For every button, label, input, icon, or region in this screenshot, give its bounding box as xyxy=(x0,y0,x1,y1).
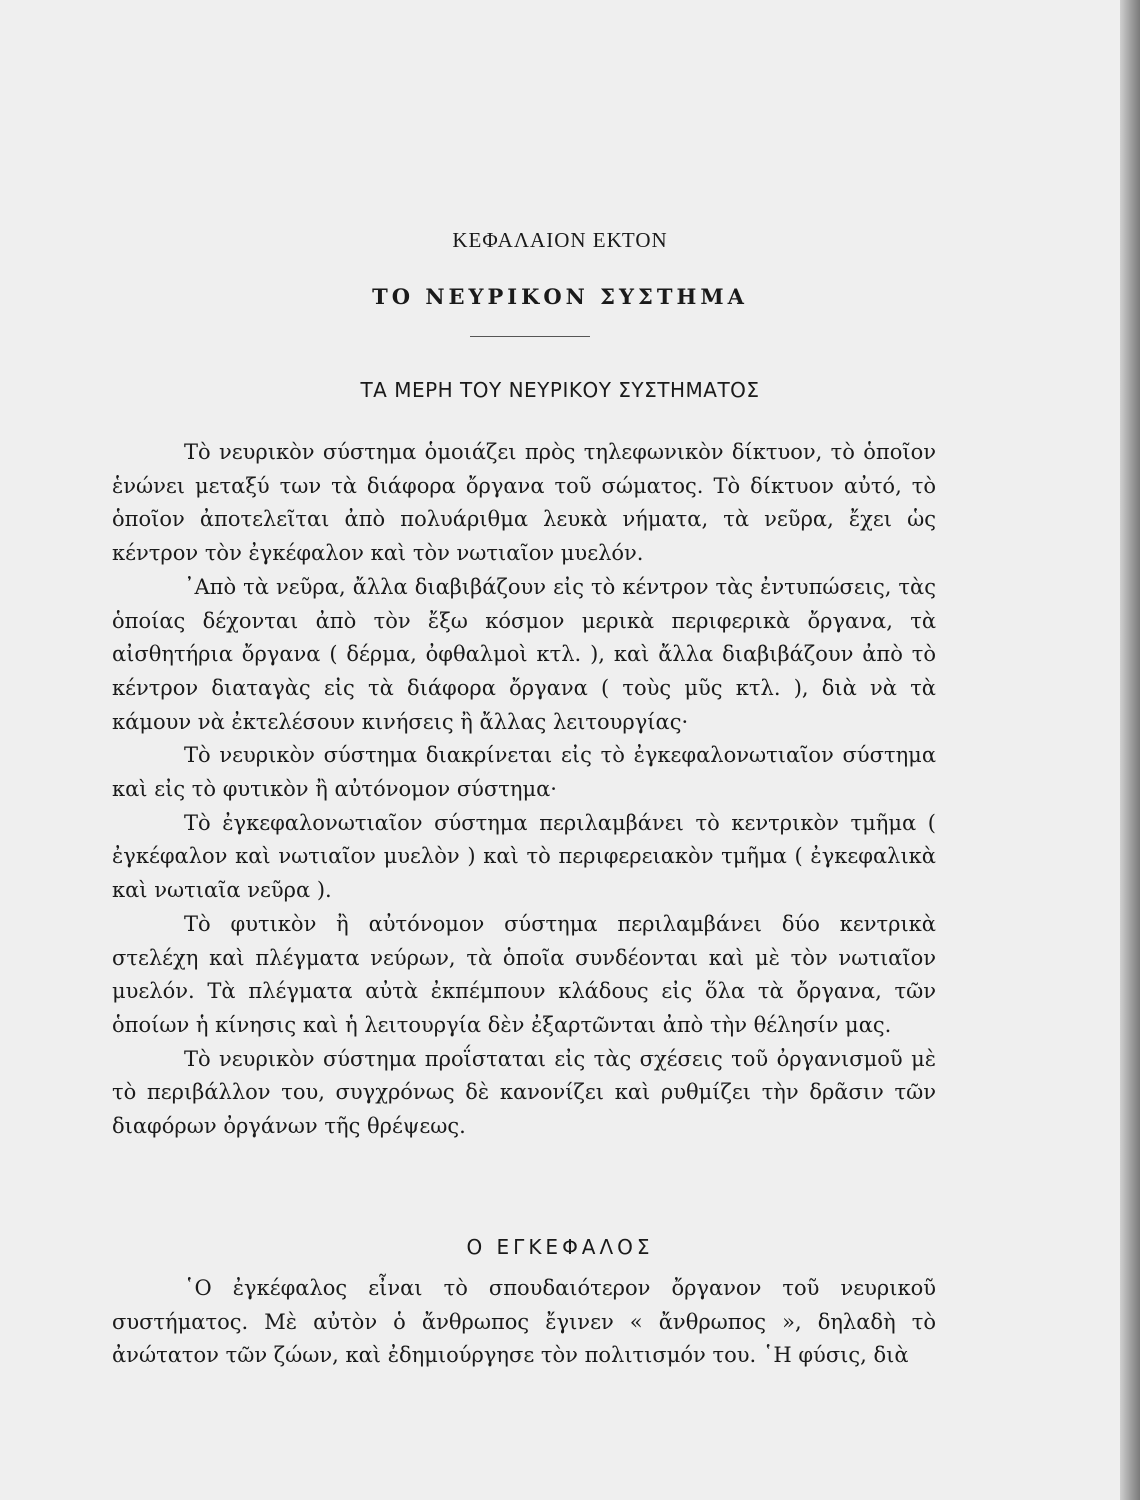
chapter-label: ΚΕΦΑΛΑΙΟΝ ΕΚΤΟΝ xyxy=(452,228,668,252)
body-text-section-2 xyxy=(112,1272,936,1373)
paragraph: Τὸ ἐγκεφαλονωτιαῖον σύστημα περιλαμβάνει τὸ κεντρικὸν τμῆμα ( ἐγκέφαλον καὶ νωτιαῖον μυελὸν ) καὶ τὸ περιφερειακὸν τμῆμα ( ἐγκεφαλικὰ καὶ νωτιαῖα νεῦρα ). xyxy=(112,810,936,903)
subheading: Ο ΕΓΚΕΦΑΛΟΣ xyxy=(466,1235,654,1259)
paragraph: ῾Ο ἐγκέφαλος εἶναι τὸ σπουδαιότερον ὄργανον τοῦ νευρικοῦ συστήματος. Μὲ αὐτὸν ὁ ἄνθρωπος ἔγινεν « ἄνθρωπος », δηλαδὴ τὸ ἀνώτατον τῶν ζώων, καὶ ἐδημιούργησε τὸν πολιτισμόν του. ῾Η φύσις, διὰ xyxy=(112,1276,936,1368)
section-heading: ΤΑ ΜΕΡΗ ΤΟΥ ΝΕΥΡΙΚΟΥ ΣΥΣΤΗΜΑΤΟΣ xyxy=(360,378,760,402)
page-edge-shadow xyxy=(1120,0,1140,1500)
paragraph: ᾿Απὸ τὰ νεῦρα, ἄλλα διαβιβάζουν εἰς τὸ κέντρον τὰς ἐντυπώσεις, τὰς ὁποίας δέχονται ἀπὸ τὸν ἔξω κόσμον μερικὰ περιφερικὰ ὄργανα, τὰ αἰσθητήρια ὄργανα ( δέρμα, ὀφθαλμοὶ κτλ. ), καὶ ἄλλα διαβιβάζουν ἀπὸ τὸ κέντρον διαταγὰς εἰς τὰ διάφορα ὄργανα ( τοὺς μῦς κτλ. ), διὰ νὰ τὰ κάμουν νὰ ἐκτελέσουν κινήσεις ἢ ἄλλας λειτουργίας· xyxy=(112,574,936,734)
title-divider xyxy=(470,336,590,337)
paragraph: Τὸ νευρικὸν σύστημα διακρίνεται εἰς τὸ ἐγκεφαλονωτιαῖον σύστημα καὶ εἰς τὸ φυτικὸν ἢ αὐτόνομον σύστημα· xyxy=(112,743,936,802)
paragraph: Τὸ φυτικὸν ἢ αὐτόνομον σύστημα περιλαμβάνει δύο κεντρικὰ στελέχη καὶ πλέγματα νεύρων, τὰ ὁποῖα συνδέονται καὶ μὲ τὸν νωτιαῖον μυελόν. Τὰ πλέγματα αὐτὰ ἐκπέμπουν κλάδους εἰς ὅλα τὰ ὄργανα, τῶν ὁποίων ἡ κίνησις καὶ ἡ λειτουργία δὲν ἐξαρτῶνται ἀπὸ τὴν θέλησίν μας. xyxy=(112,911,936,1037)
body-text-section-1 xyxy=(112,436,936,1144)
chapter-title: ΤΟ ΝΕΥΡΙΚΟΝ ΣΥΣΤΗΜΑ xyxy=(372,284,748,309)
paragraph: Τὸ νευρικὸν σύστημα προΐσταται εἰς τὰς σχέσεις τοῦ ὀργανισμοῦ μὲ τὸ περιβάλλον του, συγχρόνως δὲ κανονίζει καὶ ρυθμίζει τὴν δρᾶσιν τῶν διαφόρων ὀργάνων τῆς θρέψεως. xyxy=(112,1046,936,1139)
paragraph: Τὸ νευρικὸν σύστημα ὁμοιάζει πρὸς τηλεφωνικὸν δίκτυον, τὸ ὁποῖον ἑνώνει μεταξύ των τὰ διάφορα ὄργανα τοῦ σώματος. Τὸ δίκτυον αὐτό, τὸ ὁποῖον ἀποτελεῖται ἀπὸ πολυάριθμα λευκὰ νήματα, τὰ νεῦρα, ἔχει ὡς κέντρον τὸν ἐγκέφαλον καὶ τὸν νωτιαῖον μυελόν. xyxy=(112,440,936,566)
